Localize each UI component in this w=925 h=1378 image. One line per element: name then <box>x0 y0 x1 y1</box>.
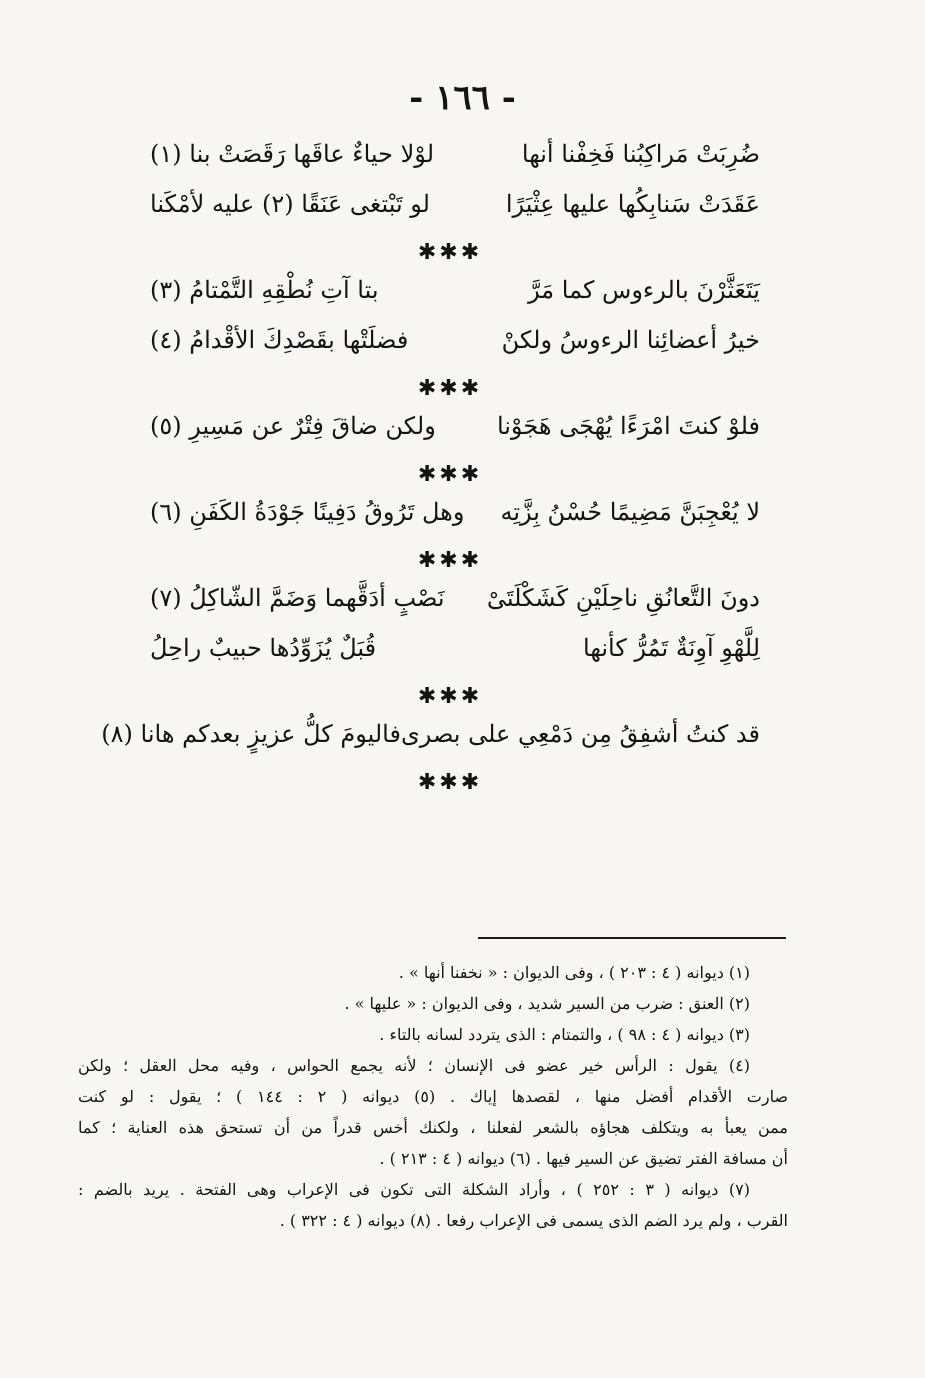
verse-second-hemistich: فاليومَ كلُّ عزيزٍ بعدكم هانا (٨) <box>101 720 401 748</box>
verse-separator-stars: ✱✱✱ <box>417 770 483 795</box>
verse-line <box>150 584 760 634</box>
verse-first-hemistich: فلوْ كنتَ امْرَءًا يُهْجَى هَجَوْنا <box>496 412 760 440</box>
verse-first-hemistich: ضُرِبَتْ مَراكِبُنا فَخِفْنا أنها <box>521 140 760 168</box>
verse-separator-stars: ✱✱✱ <box>417 462 483 487</box>
verse-line <box>150 326 760 376</box>
verse-first-hemistich: دونَ التَّعانُقِ ناحِلَيْنِ كَشَكْلَتَىْ <box>486 584 760 612</box>
verse-line <box>101 720 760 770</box>
verse-second-hemistich: لو تَبْتغى عَنَقًا (٢) عليه لأمْكَنا <box>150 190 430 218</box>
footnote-line: (٧) ديوانه ( ٣ : ٢٥٢ ) ، وأراد الشكلة التى تكون فى الإعراب وهى الفتحة . يريد بالضم : <box>78 1180 751 1199</box>
verse-first-hemistich: يَتَعَثَّرْنَ بالرءوس كما مَرَّ <box>528 276 760 304</box>
footnote-line: أن مسافة الفتر تضيق عن السير فيها . (٦) ديوانه ( ٤ : ٢١٣ ) . <box>379 1149 788 1168</box>
verse-first-hemistich: خيرُ أعضائِنا الرءوسُ ولكنْ <box>501 326 760 354</box>
verse-separator-stars: ✱✱✱ <box>417 684 483 709</box>
verse-separator-stars: ✱✱✱ <box>417 376 483 401</box>
footnote-line: (٢) العنق : ضرب من السير شديد ، وفى الديوان : « عليها » . <box>344 994 750 1013</box>
page-number: - ١٦٦ - <box>409 78 516 118</box>
verse-second-hemistich: قُبَلٌ يُزَوِّدُها حبيبٌ راحِلُ <box>150 634 377 662</box>
verse-second-hemistich: بتا آتِ نُطْقِهِ التَّمْتامُ (٣) <box>150 276 379 304</box>
footnote-line: (٤) يقول : الرأس خير عضو فى الإنسان ؛ لأنه يجمع الحواس ، وفيه محل العقل ؛ ولكن <box>78 1056 751 1075</box>
verse-first-hemistich: لا يُعْجِبَنَّ مَضِيمًا حُسْنُ بِزَّتِه <box>500 498 760 526</box>
verse-second-hemistich: نَصْبٍ أدَقَّهما وَضَمَّ الشّاكِلُ (٧) <box>150 584 445 612</box>
footnote-divider <box>478 937 786 939</box>
verse-second-hemistich: ولكن ضاقَ فِتْرٌ عن مَسِيرِ (٥) <box>150 412 436 440</box>
verse-second-hemistich: وهل تَرُوقُ دَفِينًا جَوْدَةُ الكَفَنِ (٦) <box>150 498 465 526</box>
verse-separator-stars: ✱✱✱ <box>417 240 483 265</box>
verse-second-hemistich: لوْلا حياءٌ عاقَها رَقَصَتْ بنا (١) <box>150 140 435 168</box>
verse-line <box>150 634 760 684</box>
verse-line <box>150 498 760 548</box>
footnote-line: القرب ، ولم يرد الضم الذى يسمى فى الإعراب رفعا . (٨) ديوانه ( ٤ : ٣٢٢ ) . <box>279 1211 788 1230</box>
footnote-line: (١) ديوانه ( ٤ : ٢٠٣ ) ، وفى الديوان : « نخفنا أنها » . <box>398 963 750 982</box>
footnote-line: صارت الأقدام أفضل منها ، لقصدها إياك . (٥) ديوانه ( ٢ : ١٤٤ ) ؛ يقول : لو كنت <box>78 1087 788 1106</box>
footnote-line: ممن يعبأ به ويتكلف هجاؤه بالشعر لفعلنا ، ولكنك أخس قدراً من أن تستحق هذه العناية ؛ كما <box>78 1118 788 1137</box>
verse-line <box>150 190 760 240</box>
verse-first-hemistich: لِلَّهْوِ آوِنَةٌ تَمُرُّ كأنها <box>583 634 760 662</box>
verse-first-hemistich: عَقَدَتْ سَنابِكُها عليها عِثْيَرًا <box>505 190 760 218</box>
verse-separator-stars: ✱✱✱ <box>417 548 483 573</box>
verse-line <box>150 412 760 462</box>
verse-line <box>150 276 760 326</box>
poem <box>101 140 760 806</box>
footnotes <box>78 957 788 1236</box>
footnote-line: (٣) ديوانه ( ٤ : ٩٨ ) ، والتمتام : الذى يتردد لسانه بالتاء . <box>379 1025 750 1044</box>
verse-first-hemistich: قد كنتُ أشفِقُ مِن دَمْعِي على بصرى <box>400 720 760 748</box>
verse-second-hemistich: فضلَتْها بقَصْدِكَ الأقْدامُ (٤) <box>150 326 409 354</box>
verse-line <box>150 140 760 190</box>
